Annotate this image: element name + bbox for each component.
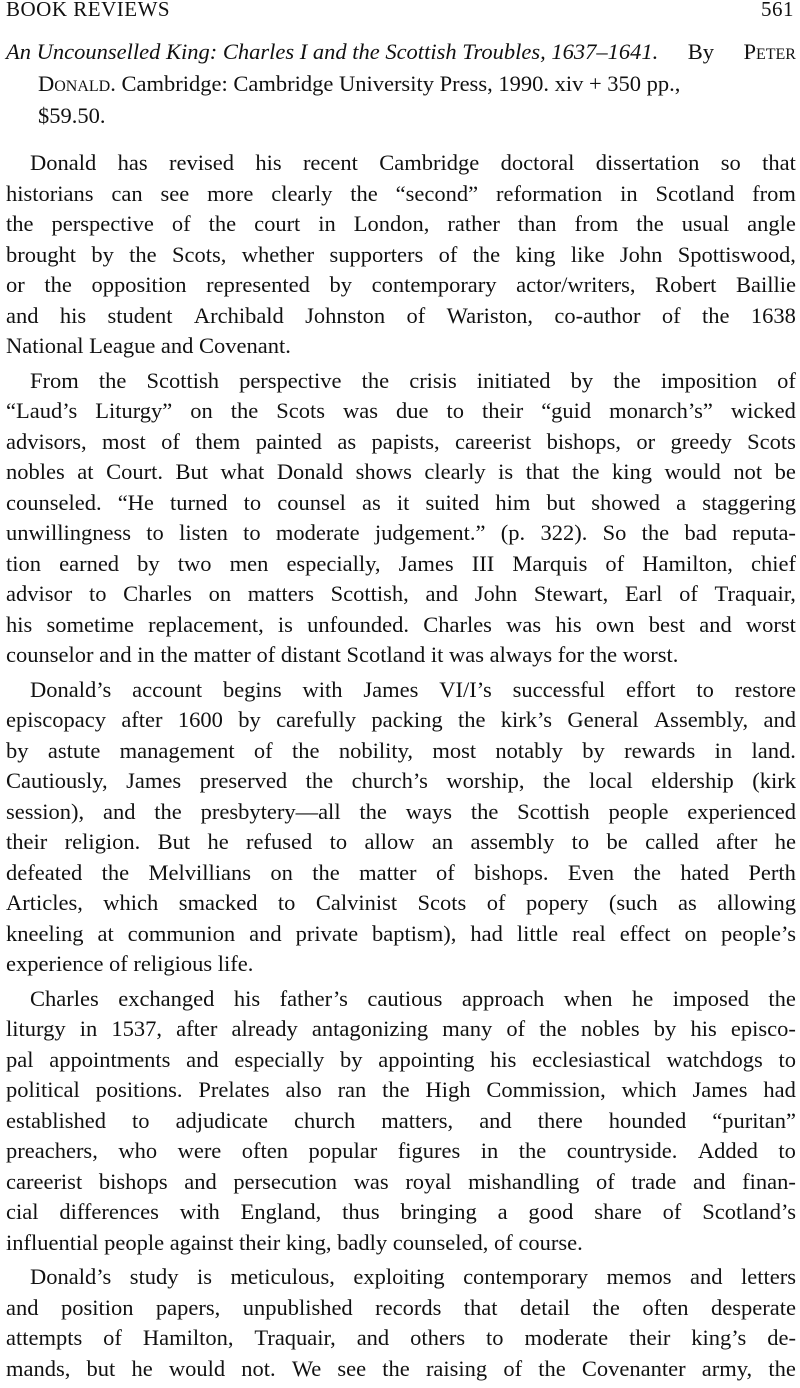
paragraph-line: defeated the Melvillians on the matter of bishops. Even the hated Perth: [6, 859, 796, 885]
paragraph-line: episcopacy after 1600 by carefully packing the kirk’s General Assembly, and: [6, 707, 796, 732]
citation-line-3: [6, 100, 796, 132]
paragraph-line: kneeling at communion and private baptism), had little real effect on people’s: [6, 920, 796, 946]
paragraph-line: Donald has revised his recent Cambridge doctoral dissertation so that: [30, 150, 796, 175]
paragraph-line: advisors, most of them painted as papists, careerist bishops, or greedy Scots: [6, 428, 796, 454]
paragraph-line: preachers, who were often popular figures in the countryside. Added to: [6, 1138, 796, 1163]
book-title: An Uncounselled King: Charles I and the Scottish Troubles, 1637–1641.: [6, 39, 659, 64]
paragraph-line: Cautiously, James preserved the church’s worship, the local eldership (kirk: [6, 768, 796, 793]
paragraph-line: “Laud’s Liturgy” on the Scots was due to their “guid monarch’s” wicked: [6, 398, 796, 423]
paragraph-line: their religion. But he refused to allow an assembly to be called after he: [6, 829, 796, 854]
review-paragraph: [6, 1262, 796, 1384]
paragraph-line: tion earned by two men especially, James III Marquis of Hamilton, chief: [6, 550, 796, 576]
paragraph-line: his sometime replacement, is unfounded. Charles was his own best and worst: [6, 611, 796, 637]
paragraph-line: or the opposition represented by contemporary actor/writers, Robert Baillie: [6, 272, 796, 297]
paragraph-line: experience of religious life.: [6, 951, 254, 976]
paragraph-line: National League and Covenant.: [6, 333, 291, 358]
paragraph-line: brought by the Scots, whether supporters of the king like John Spottiswood,: [6, 241, 796, 267]
paragraph-line: and his student Archibald Johnston of Wariston, co-author of the 1638: [6, 302, 796, 328]
paragraph-line: attempts of Hamilton, Traquair, and others to moderate their king’s de-: [6, 1325, 796, 1350]
book-citation: [6, 36, 796, 132]
author-last-name: Donald: [38, 71, 111, 96]
paragraph-line: From the Scottish perspective the crisis initiated by the imposition of: [30, 367, 796, 393]
citation-by: By: [687, 39, 714, 64]
paragraph-line: political positions. Prelates also ran the High Commission, which James had: [6, 1077, 796, 1102]
review-body: [6, 148, 796, 1388]
paragraph-line: the perspective of the court in London, rather than from the usual angle: [6, 211, 796, 236]
citation-line-1: [6, 36, 796, 68]
paragraph-line: Articles, which smacked to Calvinist Scots of popery (such as allowing: [6, 890, 796, 915]
paragraph-line: mands, but he would not. We see the raising of the Covenanter army, the: [6, 1355, 796, 1381]
paragraph-line: Donald’s account begins with James VI/I’s successful effort to restore: [30, 676, 796, 702]
running-head: [6, 0, 794, 22]
publication-details: . Cambridge: Cambridge University Press, 1990. xiv + 350 pp.,: [110, 71, 681, 96]
paragraph-line: pal appointments and especially by appointing his ecclesiastical watchdogs to: [6, 1046, 796, 1072]
citation-line-2: [6, 68, 796, 100]
review-paragraph: [6, 366, 796, 671]
review-paragraph: [6, 148, 796, 362]
paragraph-line: historians can see more clearly the “second” reformation in Scotland from: [6, 180, 796, 206]
paragraph-line: nobles at Court. But what Donald shows clearly is that the king would not be: [6, 459, 796, 484]
paragraph-line: established to adjudicate church matters, and there hounded “puritan”: [6, 1107, 796, 1133]
paragraph-line: advisor to Charles on matters Scottish, and John Stewart, Earl of Traquair,: [6, 581, 796, 606]
paragraph-line: liturgy in 1537, after already antagonizing many of the nobles by his episco-: [6, 1016, 796, 1041]
section-title: BOOK REVIEWS: [6, 0, 171, 21]
review-paragraph: [6, 984, 796, 1259]
paragraph-line: Charles exchanged his father’s cautious approach when he imposed the: [30, 985, 796, 1011]
paragraph-line: careerist bishops and persecution was royal mishandling of trade and finan-: [6, 1168, 796, 1194]
paragraph-line: by astute management of the nobility, most notably by rewards in land.: [6, 737, 796, 763]
author-first-name: Peter: [743, 39, 796, 64]
paragraph-line: session), and the presbytery—all the ways the Scottish people experienced: [6, 798, 796, 824]
paragraph-line: influential people against their king, badly counseled, of course.: [6, 1229, 583, 1255]
paragraph-line: unwillingness to listen to moderate judgement.” (p. 322). So the bad reputa-: [6, 520, 796, 545]
paragraph-line: cial differences with England, thus bringing a good share of Scotland’s: [6, 1199, 796, 1224]
paragraph-line: and position papers, unpublished records that detail the often desperate: [6, 1294, 796, 1320]
paragraph-line: Donald’s study is meticulous, exploiting contemporary memos and letters: [30, 1264, 796, 1289]
page-number: 561: [761, 0, 794, 21]
book-price: $59.50.: [38, 103, 106, 128]
paragraph-line: counseled. “He turned to counsel as it suited him but showed a staggering: [6, 489, 796, 515]
review-paragraph: [6, 675, 796, 980]
paragraph-line: counselor and in the matter of distant Scotland it was always for the worst.: [6, 642, 679, 667]
